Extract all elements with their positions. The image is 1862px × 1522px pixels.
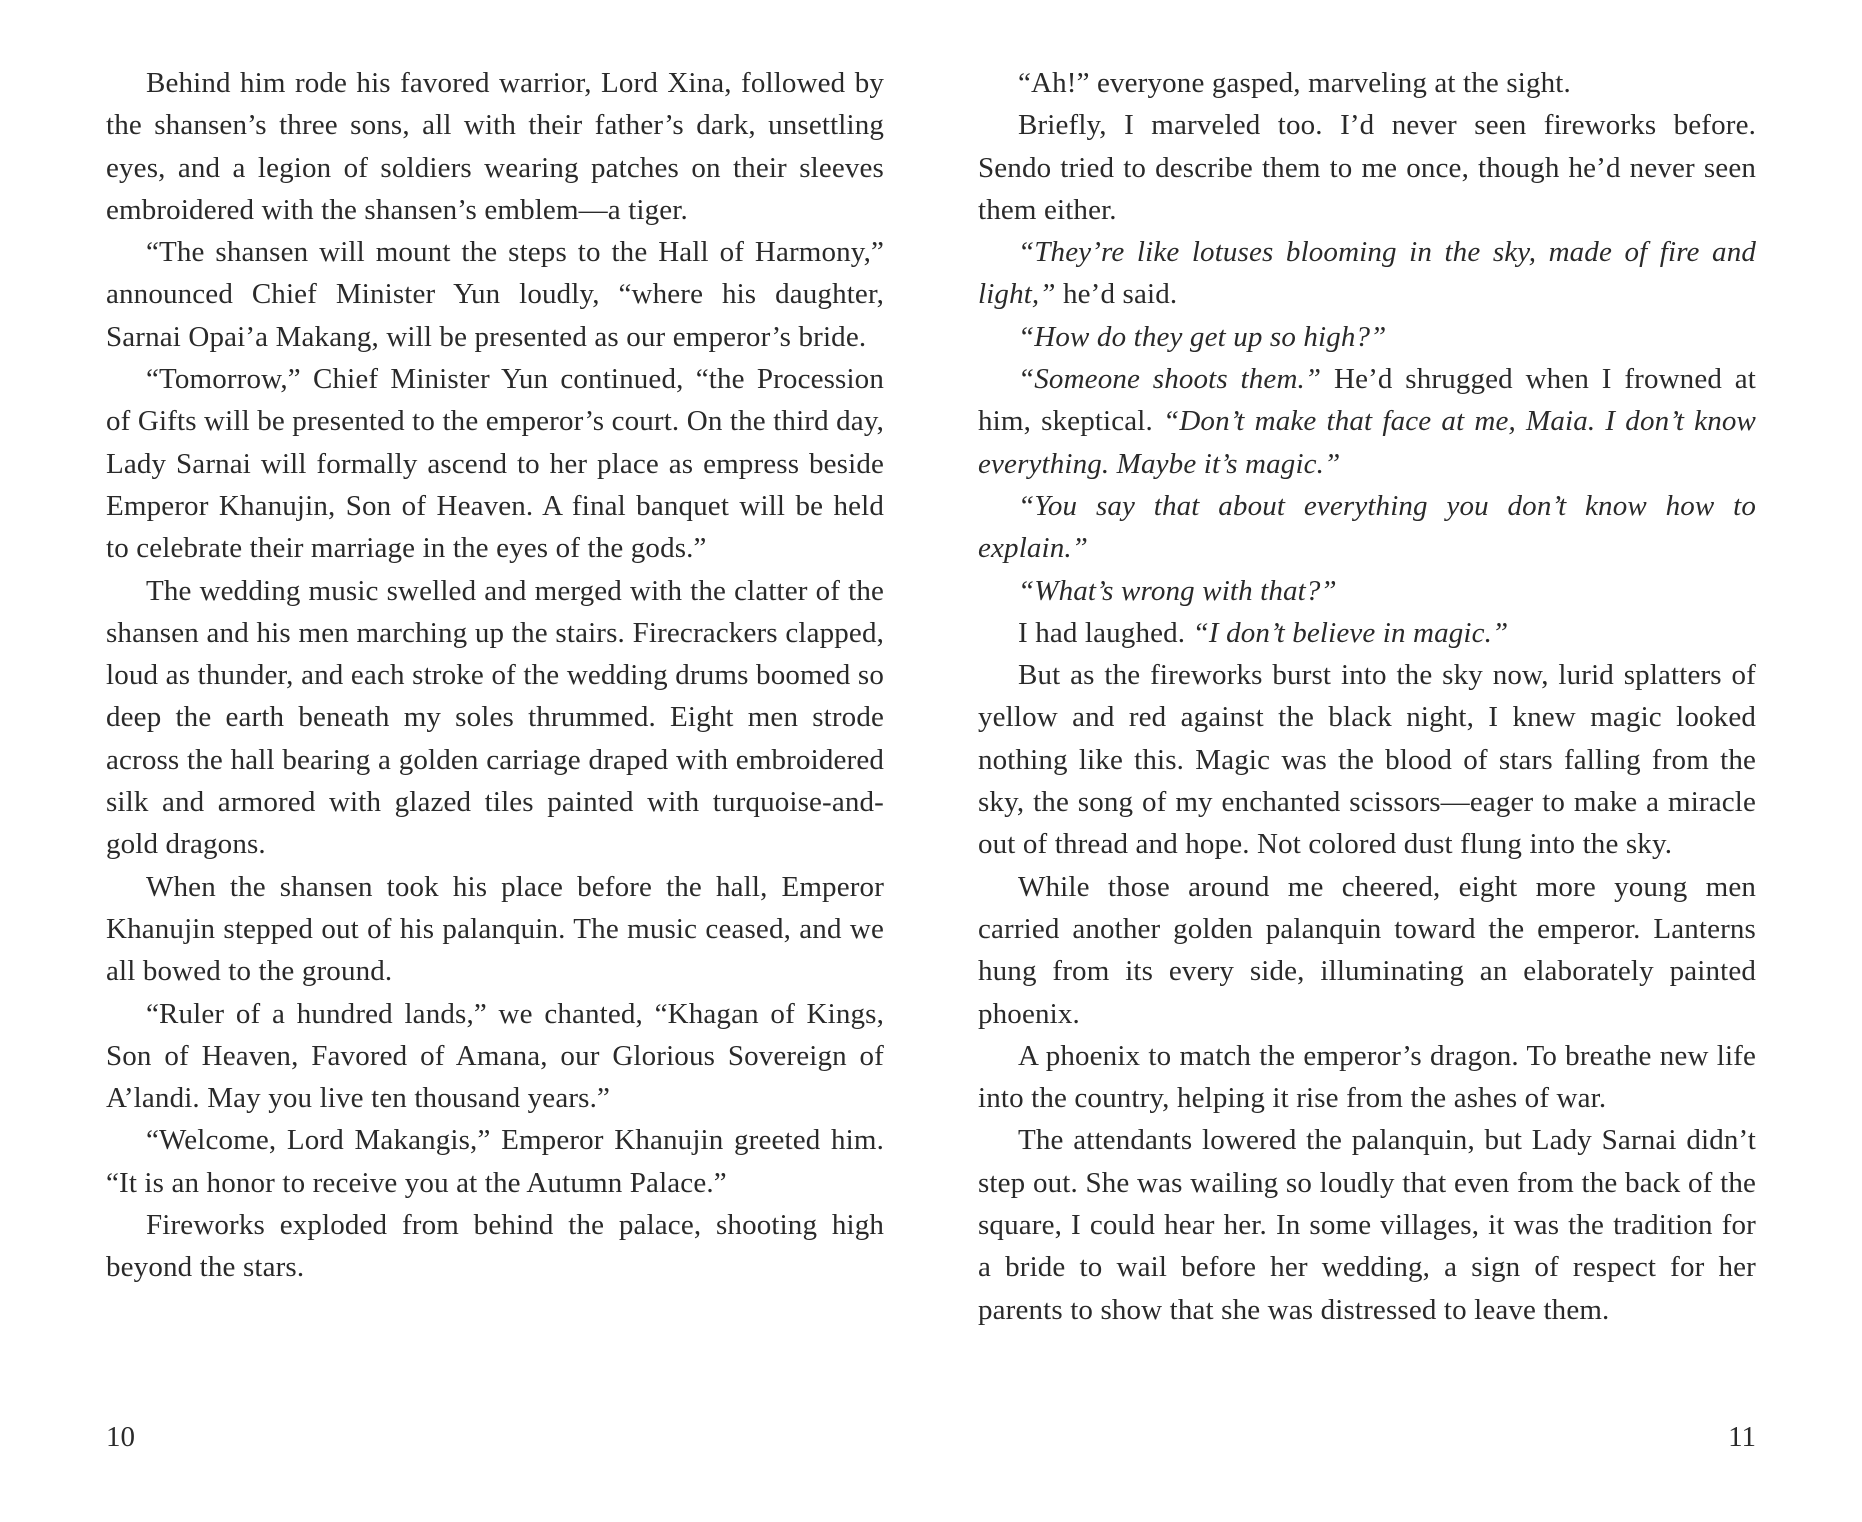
right-page bbox=[978, 62, 1756, 1331]
right-paragraph-1: “Ah!” everyone gasped, marveling at the sight. bbox=[1018, 67, 1571, 99]
left-paragraph-5: When the shansen took his place before the hall, Emperor Khanujin stepped out of his palanquin. The music ceased, and we all bowed to the ground. bbox=[106, 870, 884, 988]
right-paragraph-9: But as the fireworks burst into the sky now, lurid splatters of yellow and red against the black night, I knew magic looked nothing like this. Magic was the blood of stars falling from the sky, the song of my enchanted scissors—eager to make a miracle out of thread and hope. Not colored dust flung into the sky. bbox=[978, 659, 1756, 861]
italic-dialogue: “What’s wrong with that?” bbox=[1018, 574, 1337, 607]
right-paragraph-10: While those around me cheered, eight more young men carried another golden palanquin toward the emperor. Lanterns hung from its every side, illuminating an elaborately painted phoenix. bbox=[978, 870, 1756, 1030]
narration: I had laughed. bbox=[1018, 616, 1193, 649]
italic-dialogue: “Someone shoots them.” bbox=[1018, 363, 1322, 396]
narration: He’d shrugged when I frowned at him, skeptical. bbox=[978, 363, 1756, 438]
right-paragraph-5 bbox=[978, 358, 1756, 485]
left-paragraph-3: “Tomorrow,” Chief Minister Yun continued, “the Procession of Gifts will be presented to the emperor’s court. On the third day, Lady Sarnai will formally ascend to her place as empress beside Emperor Khanujin, Son of Heaven. A final banquet will be held to celebrate their marriage in the eyes of the gods.” bbox=[106, 363, 884, 565]
right-paragraph-2: Briefly, I marveled too. I’d never seen fireworks before. Sendo tried to describe them to me once, though he’d never seen them either. bbox=[978, 109, 1756, 226]
left-paragraph-4: The wedding music swelled and merged with the clatter of the shansen and his men marching up the stairs. Firecrackers clapped, loud as thunder, and each stroke of the wedding drums boomed so deep the earth beneath my soles thrummed. Eight men strode across the hall bearing a golden carriage draped with embroidered silk and armored with glazed tiles painted with turquoise-and-gold dragons. bbox=[106, 574, 884, 861]
left-paragraph-6: “Ruler of a hundred lands,” we chanted, “Khagan of Kings, Son of Heaven, Favored of Amana, our Glorious Sovereign of A’landi. May you live ten thousand years.” bbox=[106, 997, 884, 1115]
italic-dialogue: “Don’t make that face at me, Maia. I don’t know everything. Maybe it’s magic.” bbox=[978, 405, 1756, 480]
left-paragraph-8: Fireworks exploded from behind the palace, shooting high beyond the stars. bbox=[106, 1209, 884, 1284]
left-paragraph-7: “Welcome, Lord Makangis,” Emperor Khanujin greeted him. “It is an honor to receive you at the Autumn Palace.” bbox=[106, 1124, 884, 1199]
right-paragraph-12: The attendants lowered the palanquin, but Lady Sarnai didn’t step out. She was wailing so loudly that even from the back of the square, I could hear her. In some villages, it was the tradition for a bride to wail before her wedding, a sign of respect for her parents to show that she was distressed to leave them. bbox=[978, 1124, 1756, 1326]
left-paragraph-1: Behind him rode his favored warrior, Lord Xina, followed by the shansen’s three sons, all with their father’s dark, unsettling eyes, and a legion of soldiers wearing patches on their sleeves embroidered with the shansen’s emblem—a tiger. bbox=[106, 67, 884, 226]
right-paragraph-3 bbox=[978, 231, 1756, 316]
dialogue-tag: he’d said. bbox=[1055, 278, 1178, 311]
italic-dialogue: “How do they get up so high?” bbox=[1018, 320, 1387, 353]
right-paragraph-4 bbox=[978, 316, 1756, 358]
italic-dialogue: “You say that about everything you don’t know how to explain.” bbox=[978, 489, 1756, 565]
left-paragraph-2: “The shansen will mount the steps to the Hall of Harmony,” announced Chief Minister Yun loudly, “where his daughter, Sarnai Opai’a Makang, will be presented as our emperor’s bride. bbox=[106, 236, 884, 353]
right-paragraph-11: A phoenix to match the emperor’s dragon. To breathe new life into the country, helping it rise from the ashes of war. bbox=[978, 1039, 1756, 1115]
left-page-number: 10 bbox=[106, 1421, 135, 1453]
right-paragraph-6 bbox=[978, 485, 1756, 570]
left-page bbox=[106, 62, 884, 1289]
italic-dialogue: “They’re like lotuses blooming in the sky, made of fire and light,” bbox=[978, 236, 1756, 311]
right-paragraph-7 bbox=[978, 570, 1756, 612]
right-page-number: 11 bbox=[1728, 1421, 1756, 1453]
italic-dialogue: “I don’t believe in magic.” bbox=[1192, 616, 1509, 649]
right-paragraph-8 bbox=[978, 612, 1756, 654]
